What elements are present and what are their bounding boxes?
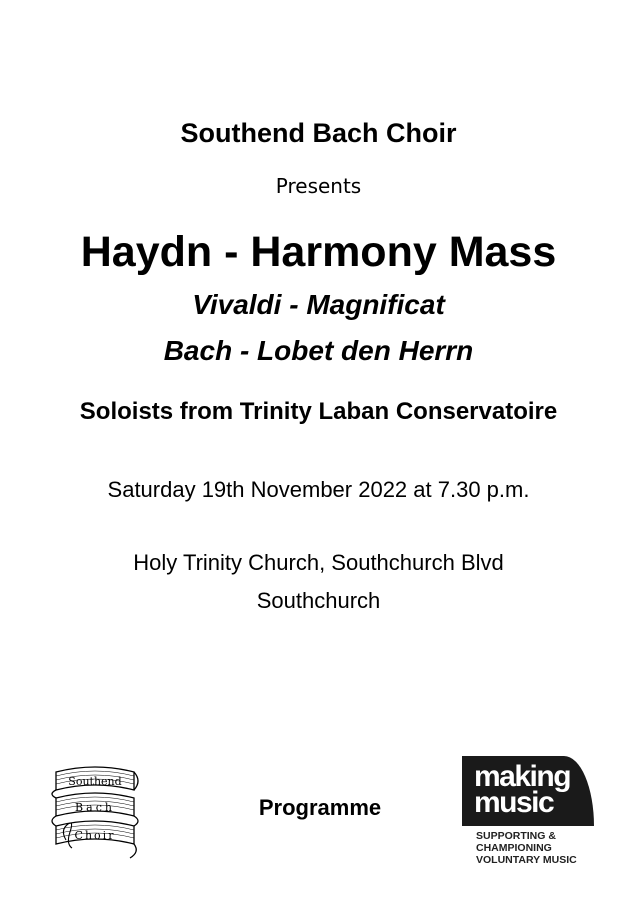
tagline-line-2: CHAMPIONING bbox=[476, 842, 552, 854]
soloists-line: Soloists from Trinity Laban Conservatoire bbox=[79, 398, 558, 425]
choir-name: Southend Bach Choir bbox=[180, 118, 457, 148]
venue-line-1: Holy Trinity Church, Southchurch Blvd bbox=[133, 550, 504, 575]
choir-logo-word-3: Choir bbox=[74, 829, 116, 842]
venue-line-2: Southchurch bbox=[256, 588, 381, 613]
work-vivaldi: Vivaldi - Magnificat bbox=[192, 289, 445, 320]
work-bach: Bach - Lobet den Herrn bbox=[163, 335, 474, 366]
choir-logo-word-2: Bach bbox=[75, 801, 115, 814]
choir-logo bbox=[50, 760, 140, 865]
making-music-logo bbox=[462, 756, 597, 871]
making-music-tagline bbox=[476, 830, 577, 866]
main-work-title: Haydn - Harmony Mass bbox=[80, 228, 557, 276]
making-music-word-2: music bbox=[474, 786, 554, 819]
tagline-line-1: SUPPORTING & bbox=[476, 830, 556, 842]
programme-label: Programme bbox=[258, 795, 382, 820]
making-music-word-1: making bbox=[474, 760, 571, 793]
tagline-line-3: VOLUNTARY MUSIC bbox=[476, 854, 577, 866]
presents-text: Presents bbox=[275, 174, 362, 198]
choir-logo-word-1: Southend bbox=[68, 775, 122, 788]
date-time: Saturday 19th November 2022 at 7.30 p.m. bbox=[107, 477, 530, 502]
